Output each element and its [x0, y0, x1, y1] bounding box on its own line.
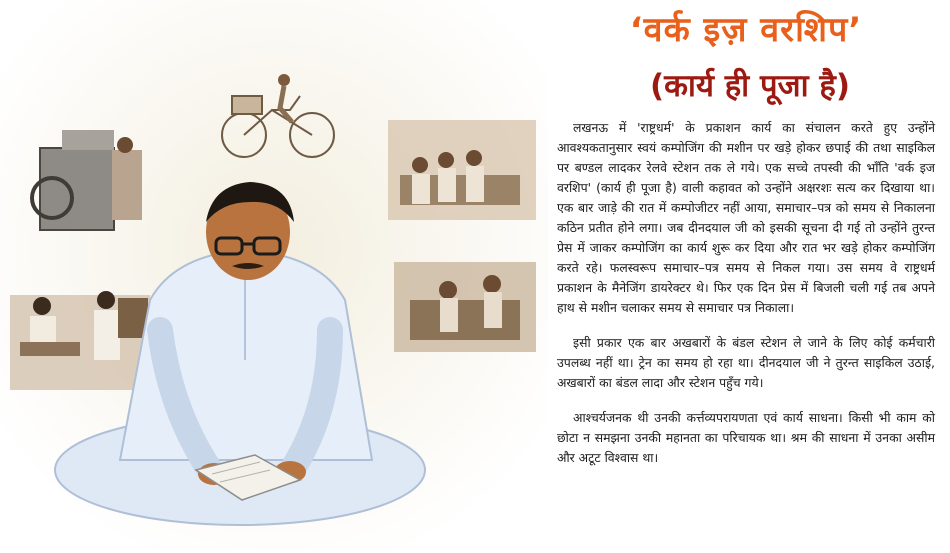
page-subtitle: (कार्य ही पूजा है): [649, 68, 851, 104]
article-paragraph: इसी प्रकार एक बार अखबारों के बंडल स्टेशन ले जाने के लिए कोई कर्मचारी उपलब्ध नहीं था। ट्रेन का समय हो रहा था। दीनदयाल जी ने तुरन्त साइकिल उठाई, अखबारों का बंडल लादा और स्टेशन पहुँच गये।: [557, 335, 935, 390]
workers-vignette: [388, 120, 536, 220]
page-title: ‘वर्क इज़ वरशिप’: [629, 10, 863, 50]
article-paragraph: आश्चर्यजनक थी उनकी कर्त्तव्यपरायणता एवं कार्य साधना। किसी भी काम को छोटा न समझना उनकी महानता का परिचायक था। श्रम की साधना में उनका असीम और अटूट विश्वास था।: [557, 410, 935, 465]
composing-vignette: [10, 291, 150, 390]
article-body: [557, 118, 935, 483]
article-paragraph: लखनऊ में 'राष्ट्रधर्म' के प्रकाशन कार्य का संचालन करते हुए उन्होंने आवश्यकतानुसार स्वयं कम्पोजिंग की मशीन पर खड़े होकर छपाई की तथा साइकिल पर बण्डल लादकर रेलवे स्टेशन तक ले गये। एक सच्चे तपस्वी की भाँति 'वर्क इज वरशिप' (कार्य ही पूजा है) वाली कहावत को उन्होंने अक्षरशः सत्य कर दिखाया था। एक बार जाड़े की रात में कम्पोजीटर नहीं आया, समाचार–पत्र को समय से निकालना कठिन प्रतीत होने लगा। जब दीनदयाल जी को इसकी सूचना दी गई तो उन्होंने तुरन्त प्रेस में जाकर कम्पोजिंग का कार्य शुरू कर दिया और रात भर खड़े होकर कम्पोजिंग करते रहे। फलस्वरूप समाचार–पत्र समय से निकल गया। उस समय वे राष्ट्रधर्म प्रकाशन के मैनेजिंग डायरेक्टर थे। फिर एक दिन प्रेस में बिजली चली गई तब अपने हाथ से मशीन चलाकर समय से समाचार पत्र निकाला।: [557, 120, 935, 315]
press-floor-vignette: [394, 262, 536, 352]
